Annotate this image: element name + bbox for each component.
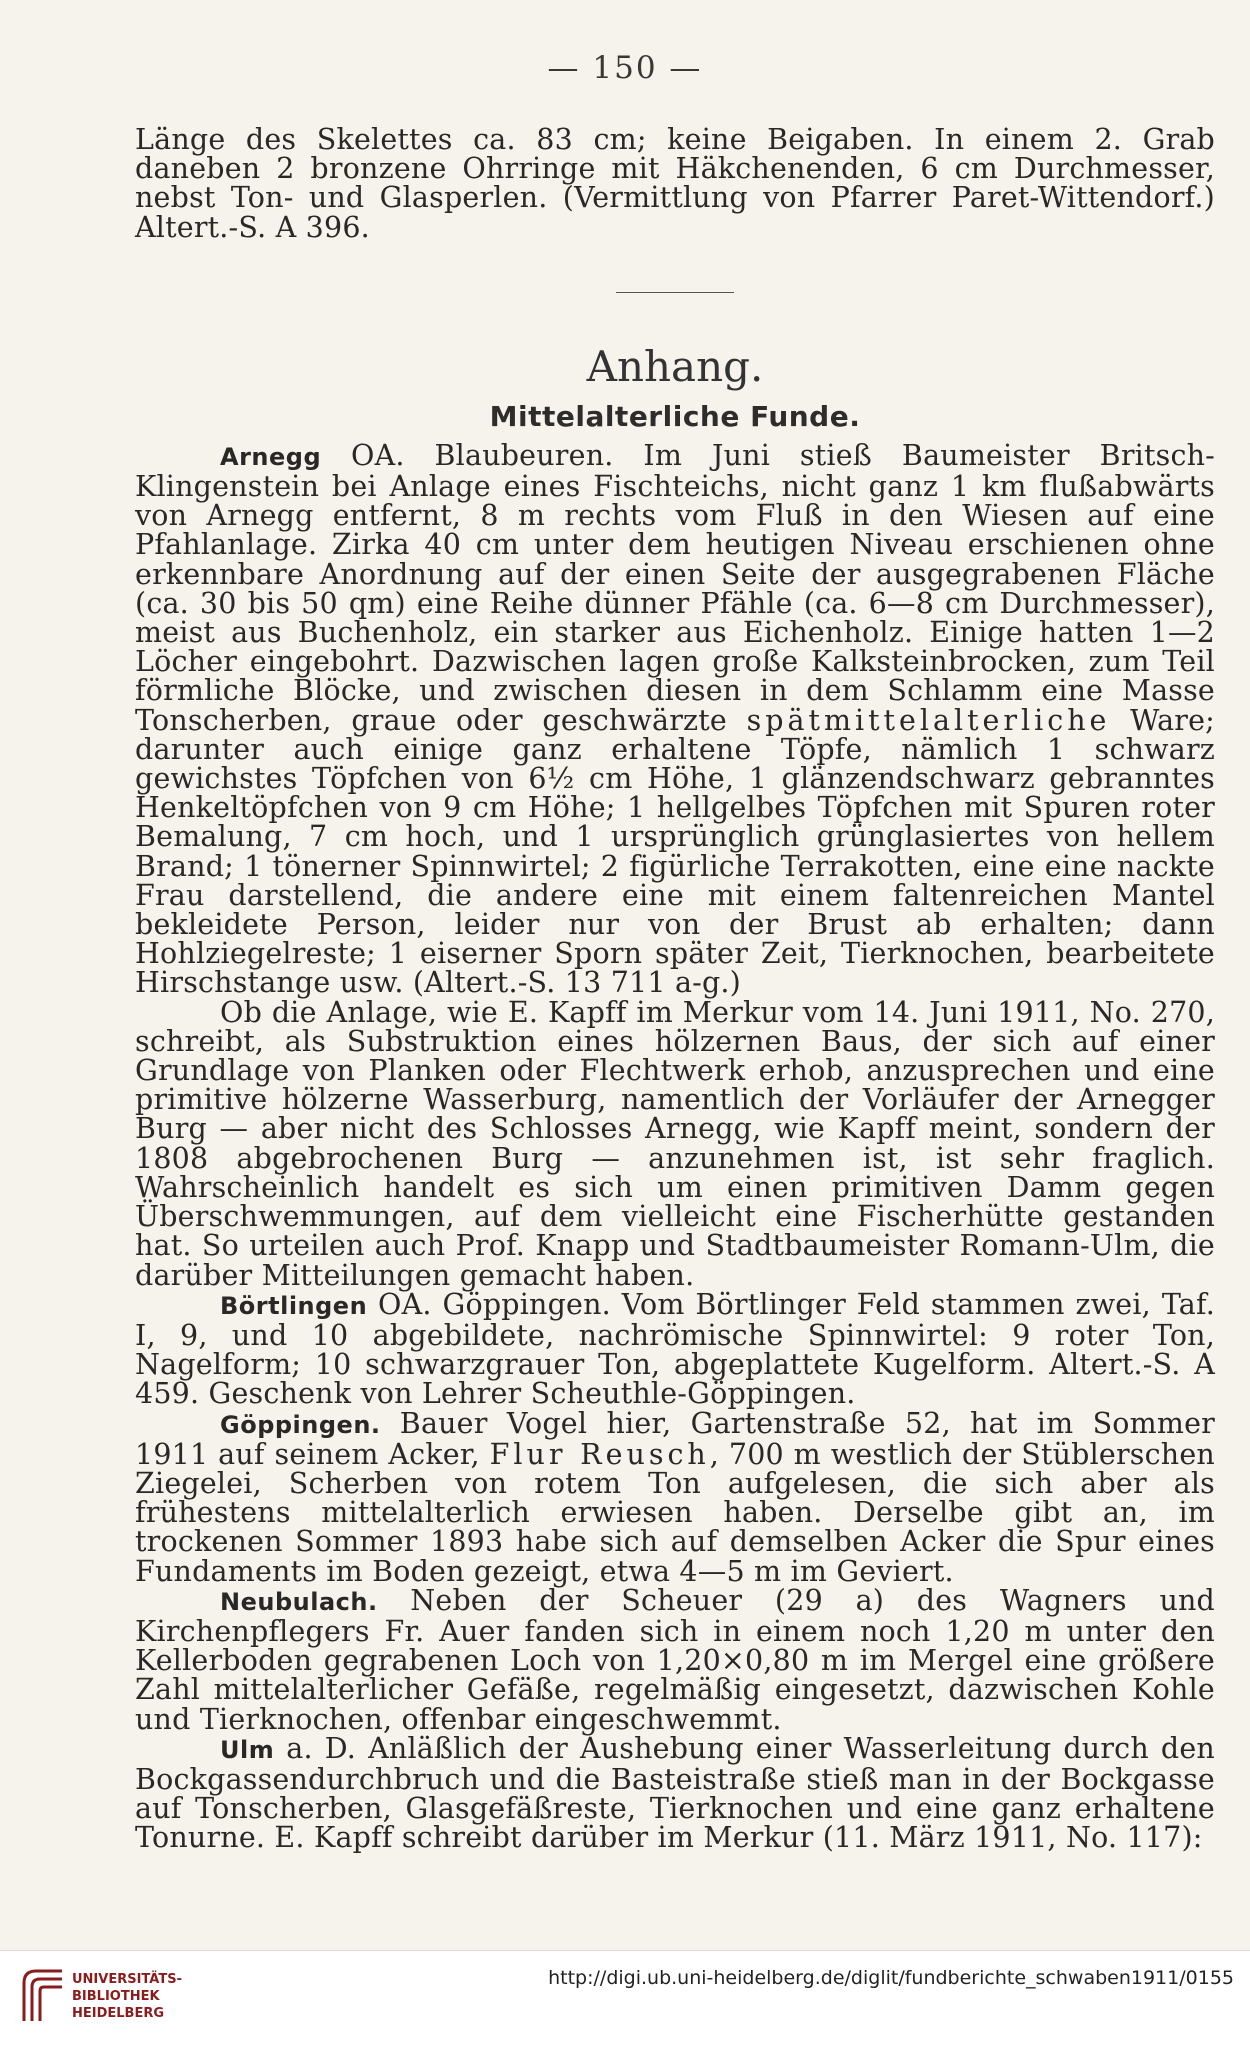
library-name-line: BIBLIOTHEK xyxy=(72,1989,160,2004)
entry-boertlingen xyxy=(135,1287,1215,1411)
entry-text: OA. Göppingen. Vom Börtlinger Feld stammen zwei, Taf. I, 9, und 10 abgebildete, nachrömische Spinnwirtel: 9 roter Ton, Nagelform; 10 schwarzgrauer Ton, abgeplattete Kugelform. Altert.-S. A 459. Geschenk von Lehrer Scheuthle-Göppingen. xyxy=(135,1287,1215,1411)
permalink-url[interactable]: http://digi.ub.uni-heidelberg.de/diglit/fundberichte_schwaben1911/0155 xyxy=(548,1967,1234,1989)
entry-keyword: Ulm xyxy=(220,1735,275,1764)
entry-text: OA. Blaubeuren. Im Juni stieß Baumeister Britsch-Klingenstein bei Anlage eines Fischteichs, nicht ganz 1 km flußabwärts von Arnegg entfernt, 8 m rechts vom Fluß in den Wiesen auf eine Pfahlanlage. Zirka 40 cm unter dem heutigen Niveau erschienen ohne erkennbare Anordnung auf der einen Seite der ausgegrabenen Fläche (ca. 30 bis 50 qm) eine Reihe dünner Pfähle (ca. 6—8 cm Durchmesser), meist aus Buchenholz, ein starker aus Eichenholz. Einige hatten 1—2 Löcher eingebohrt. Dazwischen lagen große Kalksteinbrocken, zum Teil förmliche Blöcke, und zwischen diesen in dem Schlamm eine Masse Tonscherben, graue oder geschwärzte xyxy=(135,438,1215,737)
spaced-term: spätmittelalterliche xyxy=(746,703,1111,737)
entry-ulm xyxy=(135,1731,1215,1855)
entry-arnegg xyxy=(135,438,1215,1000)
entry-goeppingen xyxy=(135,1406,1215,1588)
spaced-term: Flur Reusch xyxy=(489,1437,710,1471)
entry-text: a. D. Anläßlich der Aushebung einer Wasserleitung durch den Bockgassendurchbruch und die Basteistraße stieß man in der Bockgasse auf Tonscherben, Glasgefäßreste, Tierknochen und eine ganz erhaltene Tonurne. E. Kapff schreibt darüber im Merkur (11. März 1911, No. 117): xyxy=(135,1731,1215,1855)
viewer-footer xyxy=(0,1950,1250,2046)
entry-neubulach xyxy=(135,1583,1215,1736)
entry-keyword: Neubulach. xyxy=(220,1587,378,1616)
library-logo-icon xyxy=(18,1965,68,2027)
entry-keyword: Göppingen. xyxy=(220,1410,381,1439)
intro-paragraph: Länge des Skelettes ca. 83 cm; keine Beigaben. In einem 2. Grab daneben 2 bronzene Ohrringe mit Häkchenenden, 6 cm Durchmesser, nebst Ton- und Glasperlen. (Vermittlung von Pfarrer Paret-Wittendorf.) Altert.-S. A 396. xyxy=(135,123,1215,244)
section-heading: Anhang. xyxy=(586,341,764,391)
entry-text-rest: Ware; darunter auch einige ganz erhaltene Töpfe, nämlich 1 schwarz gewichstes Töpfchen von 6½ cm Höhe, 1 glänzendschwarz gebranntes Henkeltöpfchen von 9 cm Höhe; 1 hellgelbes Töpfchen mit Spuren roter Bemalung, 7 cm hoch, und 1 ursprünglich grünglasiertes von hellem Brand; 1 tönerner Spinnwirtel; 2 figürliche Terrakotten, eine eine nackte Frau darstellend, die andere eine mit einem faltenreichen Mantel bekleidete Person, leider nur von der Brust ab erhalten; dann Hohlziegelreste; 1 eiserner Sporn später Zeit, Tierknochen, bearbeitete Hirschstange usw. (Altert.-S. 13 711 a-g.) xyxy=(135,703,1215,1000)
entry-text: Neben der Scheuer (29 a) des Wagners und Kirchenpflegers Fr. Auer fanden sich in einem noch 1,20 m unter den Kellerboden gegrabenen Loch von 1,20×0,80 m im Mergel eine größere Zahl mittelalterlicher Gefäße, regelmäßig eingesetzt, dazwischen Kohle und Tierknochen, offenbar eingeschwemmt. xyxy=(135,1583,1215,1736)
page-content xyxy=(135,125,1215,1853)
page-number: — 150 — xyxy=(547,50,703,86)
entry-keyword: Börtlingen xyxy=(220,1291,368,1320)
section-divider xyxy=(616,292,734,293)
library-name-line: UNIVERSITÄTS- xyxy=(72,1972,182,1987)
library-name-line: HEIDELBERG xyxy=(72,2006,165,2021)
arnegg-discussion: Ob die Anlage, wie E. Kapff im Merkur vom 14. Juni 1911, No. 270, schreibt, als Substruktion eines hölzernen Baus, der sich auf einer Grundlage von Planken oder Flechtwerk erhob, anzusprechen und eine primitive hölzerne Wasserburg, namentlich der Vorläufer der Arnegger Burg — aber nicht des Schlosses Arnegg, wie Kapff meint, sondern der 1808 abgebrochenen Burg — anzunehmen ist, ist sehr fraglich. Wahrscheinlich handelt es sich um einen primitiven Damm gegen Überschwemmungen, auf dem vielleicht eine Fischerhütte gestanden hat. So urteilen auch Prof. Knapp und Stadtbaumeister Romann-Ulm, die darüber Mitteilungen gemacht haben. xyxy=(135,995,1215,1292)
entry-keyword: Arnegg xyxy=(220,442,322,471)
entry-text-rest: , 700 m westlich der Stüblerschen Ziegelei, Scherben von rotem Ton aufgelesen, die sich aber als frühestens mittelalterlich erwiesen haben. Derselbe gibt an, im trockenen Sommer 1893 habe sich auf demselben Acker die Spur eines Fundaments im Boden gezeigt, etwa 4—5 m im Geviert. xyxy=(135,1437,1215,1588)
entry-text: Bauer Vogel hier, Gartenstraße 52, hat im Sommer 1911 auf seinem Acker, xyxy=(135,1406,1215,1471)
section-subheading: Mittelalterliche Funde. xyxy=(489,399,861,433)
library-name xyxy=(72,1971,182,2022)
